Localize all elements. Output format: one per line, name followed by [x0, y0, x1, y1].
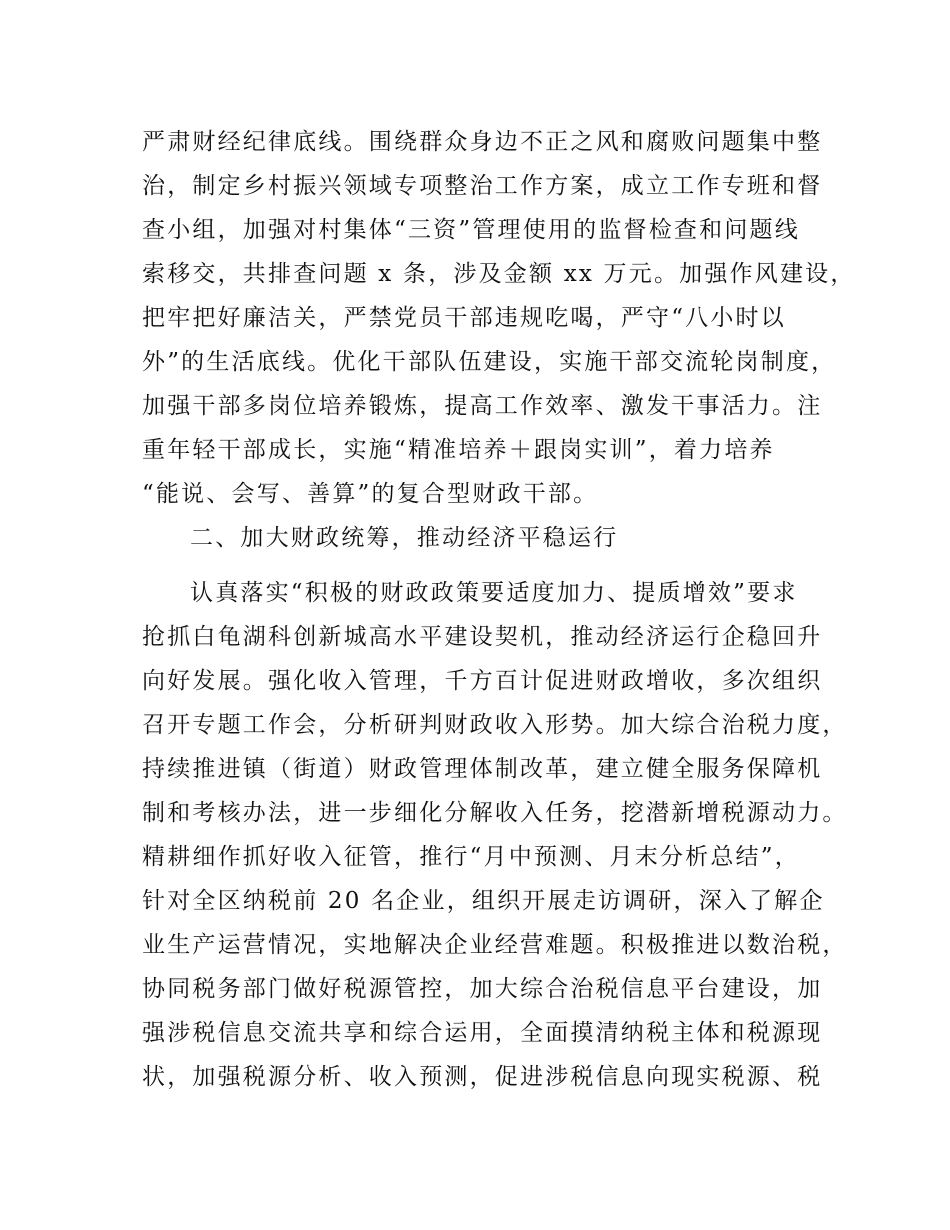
paragraph-line: 抢抓白龟湖科创新城高水平建设契机，推动经济运行企稳回升 [142, 624, 823, 650]
paragraph-line: 查小组，加强对村集体“三资”管理使用的监督检查和问题线 [142, 217, 800, 243]
paragraph-line: 治，制定乡村振兴领域专项整治工作方案，成立工作专班和督 [142, 173, 823, 199]
paragraph-line: 认真落实“积极的财政政策要适度加力、提质增效”要求 [190, 580, 798, 606]
paragraph-line: 外”的生活底线。优化干部队伍建设，实施干部交流轮岗制度， [142, 349, 837, 375]
paragraph-line: 状，加强税源分析、收入预测，促进涉税信息向现实税源、税 [142, 1064, 823, 1090]
paragraph-line: 协同税务部门做好税源管控，加大综合治税信息平台建设，加 [142, 976, 823, 1002]
paragraph-line: 索移交，共排查问题 x 条，涉及金额 xx 万元。加强作风建设， [142, 261, 856, 287]
paragraph-line: 把牢把好廉洁关，严禁党员干部违规吃喝，严守“八小时以 [142, 305, 786, 331]
paragraph-line: 召开专题工作会，分析研判财政收入形势。加大综合治税力度， [142, 712, 848, 738]
paragraph-line: 重年轻干部成长，实施“精准培养＋跟岗实训”，着力培养 [142, 437, 775, 463]
paragraph-line: “能说、会写、善算”的复合型财政干部。 [142, 481, 599, 507]
paragraph-line: 制和考核办法，进一步细化分解收入任务，挖潜新增税源动力。 [142, 800, 848, 826]
paragraph-line: 向好发展。强化收入管理，千方百计促进财政增收，多次组织 [142, 668, 823, 694]
paragraph-line: 严肃财经纪律底线。围绕群众身边不正之风和腐败问题集中整 [142, 129, 823, 155]
paragraph-line: 精耕细作抓好收入征管，推行“月中预测、月末分析总结”， [142, 844, 800, 870]
paragraph-line: 加强干部多岗位培养锻炼，提高工作效率、激发干事活力。注 [142, 393, 823, 419]
section-heading: 二、加大财政统筹，推动经济平稳运行 [190, 525, 619, 551]
paragraph-line: 针对全区纳税前 20 名企业，组织开展走访调研，深入了解企 [142, 888, 825, 914]
paragraph-line: 强涉税信息交流共享和综合运用，全面摸清纳税主体和税源现 [142, 1020, 823, 1046]
paragraph-line: 持续推进镇（街道）财政管理体制改革，建立健全服务保障机 [142, 756, 823, 782]
paragraph-line: 业生产运营情况，实地解决企业经营难题。积极推进以数治税， [142, 932, 848, 958]
